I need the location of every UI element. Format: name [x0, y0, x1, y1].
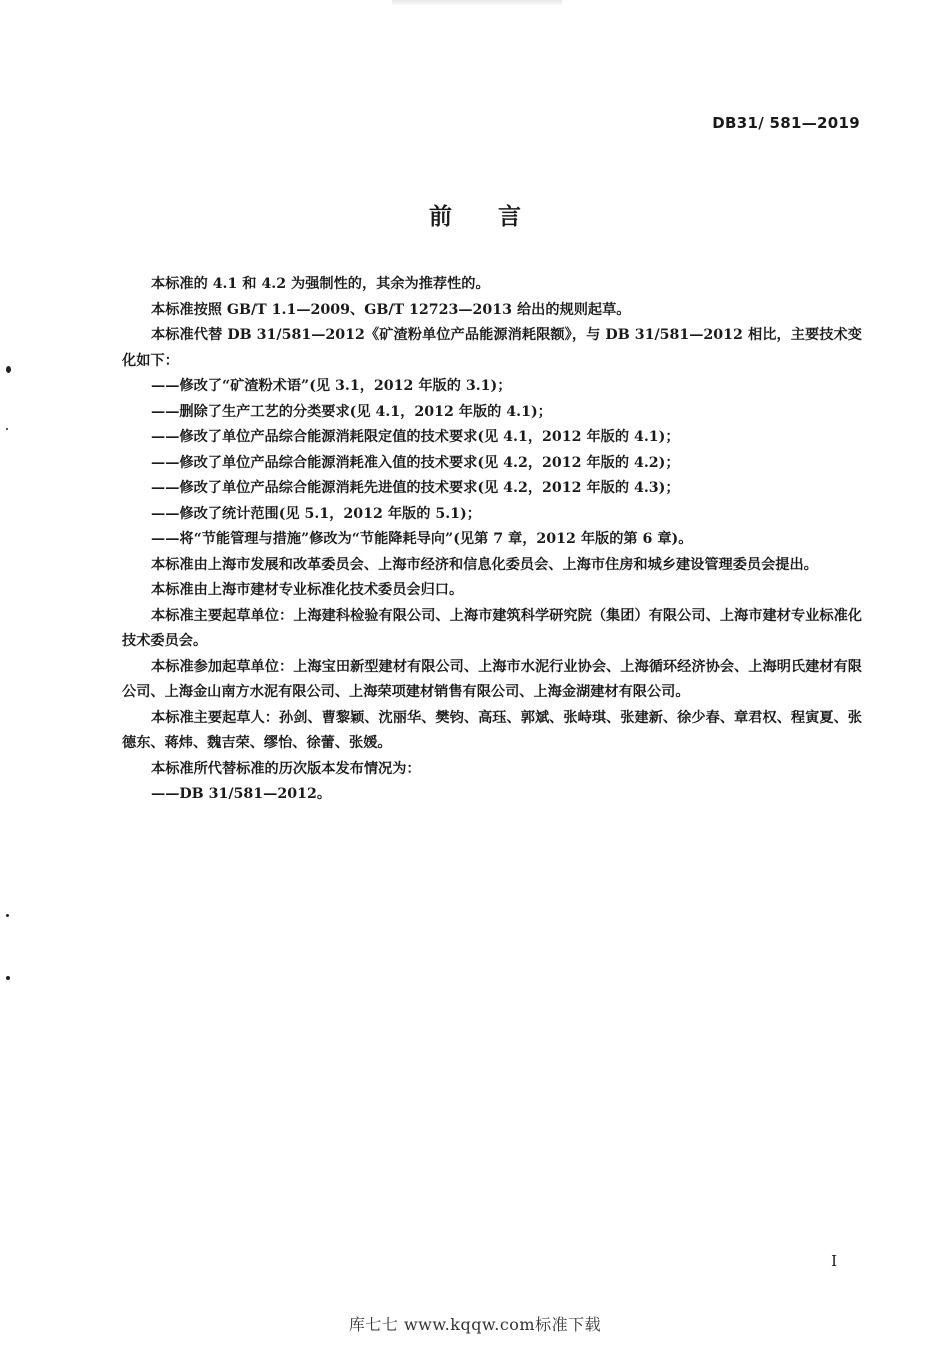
- list-item: ——删除了生产工艺的分类要求(见 4.1，2012 年版的 4.1)；: [151, 403, 552, 420]
- list-item: ——DB 31/581—2012。: [151, 786, 332, 802]
- scan-smudge: [392, 0, 562, 5]
- list-item: ——修改了统计范围(见 5.1，2012 年版的 5.1)；: [151, 505, 481, 522]
- paragraph: 本标准由上海市建材专业标准化技术委员会归口。: [151, 582, 464, 598]
- scan-speck: [6, 366, 11, 373]
- paragraph: 本标准主要起草人：孙剑、曹黎颖、沈丽华、樊钧、高珏、郭斌、张峙琪、张建新、徐少春、章君权、程寅夏、张德东、蒋炜、魏吉荣、缪怡、徐蕾、张媛。: [122, 709, 862, 751]
- list-item: ——修改了“矿渣粉术语”(见 3.1，2012 年版的 3.1)；: [151, 378, 512, 394]
- paragraph: 本标准代替 DB 31/581—2012《矿渣粉单位产品能源消耗限额》，与 DB 31/581—2012 相比，主要技术变化如下：: [122, 327, 862, 369]
- page-number: I: [831, 1252, 837, 1270]
- paragraph: 本标准所代替标准的历次版本发布情况为：: [151, 760, 421, 777]
- changes-list: [122, 374, 862, 553]
- page-title: 前言: [429, 204, 567, 230]
- scan-speck: [6, 428, 8, 430]
- footer-watermark: 库七七 www.kqqw.com标准下载: [348, 1315, 602, 1334]
- list-item: ——修改了单位产品综合能源消耗先进值的技术要求(见 4.2，2012 年版的 4.3)；: [151, 480, 680, 496]
- paragraph: 本标准参加起草单位：上海宝田新型建材有限公司、上海市水泥行业协会、上海循环经济协会、上海明氏建材有限公司、上海金山南方水泥有限公司、上海荣项建材销售有限公司、上海金湖建材有限公司。: [122, 658, 862, 700]
- scan-speck: [6, 914, 9, 917]
- foreword-body: [122, 272, 862, 808]
- list-item: ——修改了单位产品综合能源消耗限定值的技术要求(见 4.1，2012 年版的 4.1)；: [151, 429, 680, 445]
- list-item: ——将“节能管理与措施”修改为“节能降耗导向”(见第 7 章，2012 年版的第 6 章)。: [151, 531, 693, 547]
- paragraph: 本标准主要起草单位：上海建科检验有限公司、上海市建筑科学研究院（集团）有限公司、上海市建材专业标准化技术委员会。: [122, 607, 862, 649]
- paragraph: 本标准的 4.1 和 4.2 为强制性的，其余为推荐性的。: [151, 276, 490, 292]
- paragraph: 本标准按照 GB/T 1.1—2009、GB/T 12723—2013 给出的规则起草。: [151, 301, 631, 318]
- document-code: DB31/ 581—2019: [712, 114, 860, 132]
- list-item: ——修改了单位产品综合能源消耗准入值的技术要求(见 4.2，2012 年版的 4.2)；: [151, 454, 680, 471]
- history-list: [122, 782, 862, 808]
- paragraph: 本标准由上海市发展和改革委员会、上海市经济和信息化委员会、上海市住房和城乡建设管理委员会提出。: [151, 556, 818, 573]
- scan-speck: [6, 976, 10, 980]
